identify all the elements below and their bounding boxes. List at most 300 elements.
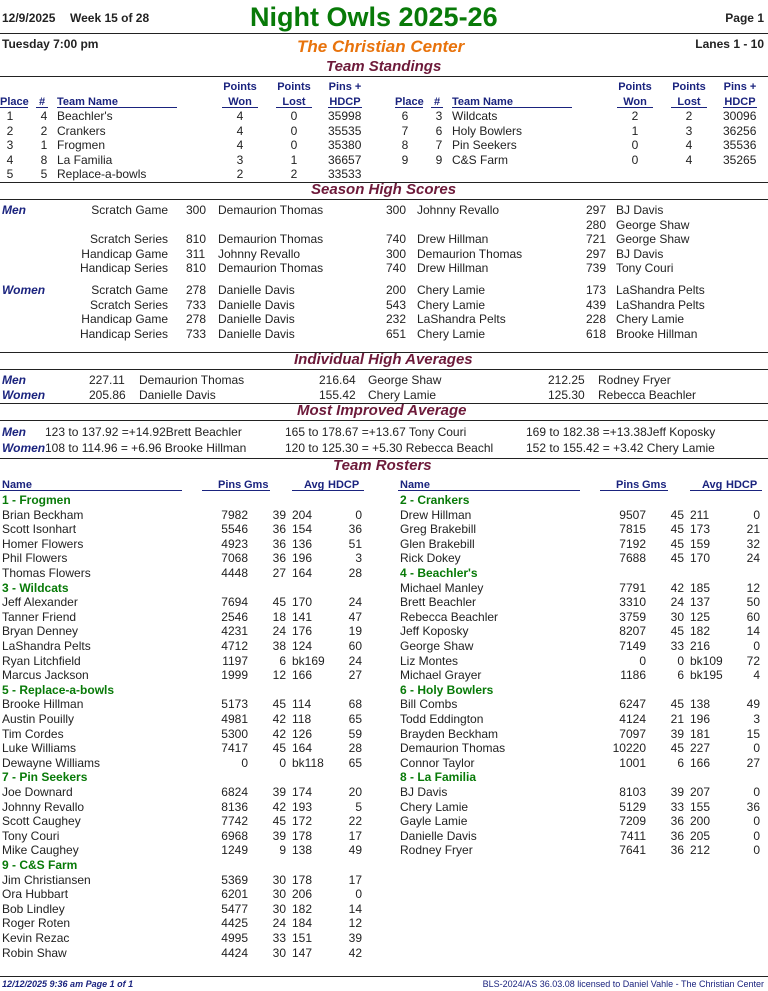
- roster-player-average: 204: [292, 507, 313, 522]
- roster-player-handicap: 28: [348, 741, 362, 756]
- standing-points-won: 4: [236, 123, 244, 138]
- standings-header-underline: [328, 107, 362, 108]
- roster-player-name: Rick Dokey: [400, 551, 461, 566]
- roster-header-avg-right: Avg: [702, 479, 723, 491]
- roster-player-pins: 5546: [221, 522, 248, 537]
- roster-player-handicap: 0: [753, 639, 760, 653]
- roster-player-name: Connor Taylor: [400, 755, 475, 770]
- standings-heading: Team Standings: [326, 58, 442, 75]
- roster-player-pins: 5300: [221, 726, 248, 741]
- roster-player-name: Michael Manley: [400, 580, 484, 595]
- roster-player-games: 45: [670, 624, 684, 639]
- roster-player-games: 9: [279, 843, 286, 858]
- roster-player-average: 141: [292, 609, 313, 624]
- standings-header-underline: [452, 107, 572, 108]
- roster-player-handicap: 0: [355, 507, 362, 522]
- roster-player-games: 45: [670, 507, 684, 522]
- standing-pins-hdcp: 35380: [328, 138, 362, 153]
- roster-player-pins: 3310: [619, 595, 646, 610]
- standing-place: 8: [401, 138, 409, 153]
- roster-player-pins: 7815: [619, 522, 646, 537]
- roster-player-average: 154: [292, 522, 313, 537]
- roster-header-pins-left: Pins: [218, 479, 242, 491]
- standings-divider: [0, 76, 768, 77]
- roster-player-handicap: 39: [348, 931, 362, 945]
- standing-points-lost: 2: [685, 109, 693, 123]
- roster-player-handicap: 0: [753, 785, 760, 799]
- roster-player-games: 45: [272, 697, 286, 712]
- roster-player-handicap: 36: [746, 799, 760, 814]
- standing-place: 7: [401, 123, 409, 138]
- standing-points-lost: 1: [290, 152, 298, 167]
- roster-player-handicap: 68: [348, 697, 362, 712]
- average-value: 212.25: [548, 373, 585, 387]
- roster-player-pins: 4425: [221, 916, 248, 931]
- standing-points-won: 4: [236, 109, 244, 123]
- roster-player-handicap: 49: [746, 697, 760, 712]
- standings-header-underline: [57, 107, 177, 108]
- roster-player-average: 211: [690, 507, 710, 522]
- standing-team-name: Crankers: [57, 123, 106, 138]
- score-value: 740: [386, 261, 407, 276]
- roster-player-games: 36: [670, 828, 684, 843]
- roster-player-games: 30: [670, 609, 684, 624]
- roster-player-pins: 1001: [619, 755, 646, 770]
- standing-pins-hdcp: 36657: [328, 152, 362, 167]
- roster-player-games: 6: [677, 668, 684, 683]
- bowler-name: Johnny Revallo: [417, 203, 500, 217]
- standing-team-number: 6: [435, 123, 443, 138]
- gender-label: Men: [2, 203, 26, 217]
- standing-team-name: La Familia: [57, 152, 113, 167]
- header-points-won-left: Points: [223, 81, 257, 93]
- bowler-name: Demaurion Thomas: [218, 261, 324, 276]
- roster-team-name: 9 - C&S Farm: [2, 858, 78, 872]
- roster-player-pins: 0: [241, 755, 248, 770]
- roster-player-average: 138: [690, 697, 711, 712]
- roster-player-average: 212: [690, 843, 711, 858]
- high-scores-divider: [0, 199, 768, 200]
- bowler-name: Rebecca Beachler: [598, 387, 697, 402]
- improved-heading: Most Improved Average: [297, 402, 467, 419]
- roster-player-handicap: 4: [753, 668, 760, 683]
- roster-player-name: Phil Flowers: [2, 551, 68, 566]
- roster-player-games: 42: [272, 799, 286, 814]
- roster-player-name: Roger Roten: [2, 916, 71, 931]
- roster-player-average: 178: [292, 872, 313, 887]
- footer-divider: [0, 976, 768, 977]
- roster-player-handicap: 3: [355, 551, 362, 566]
- roster-player-pins: 7982: [221, 507, 248, 522]
- standing-pins-hdcp: 35535: [328, 123, 362, 138]
- average-value: 216.64: [319, 373, 356, 387]
- standing-points-won: 1: [631, 123, 639, 138]
- score-value: 810: [186, 261, 207, 276]
- roster-player-average: 155: [690, 799, 711, 814]
- roster-player-games: 39: [272, 828, 286, 843]
- roster-header-underline: [600, 490, 668, 491]
- league-title: Night Owls 2025-26: [250, 2, 498, 32]
- roster-player-games: 0: [279, 755, 286, 770]
- bowler-name: George Shaw: [368, 373, 442, 387]
- roster-player-games: 42: [272, 712, 286, 726]
- bowler-name: George Shaw: [616, 232, 690, 247]
- center-name: The Christian Center: [297, 37, 465, 56]
- roster-player-handicap: 42: [348, 945, 362, 960]
- roster-player-pins: 4923: [221, 536, 248, 551]
- score-value: 297: [586, 246, 607, 261]
- roster-player-average: 178: [292, 828, 313, 843]
- score-value: 232: [386, 312, 407, 327]
- roster-player-games: 45: [670, 551, 684, 566]
- bowler-name: Danielle Davis: [218, 283, 295, 297]
- roster-player-games: 30: [272, 945, 286, 960]
- roster-player-handicap: 60: [746, 609, 760, 624]
- roster-player-name: Todd Eddington: [400, 712, 484, 726]
- header-won-left: Won: [228, 96, 252, 108]
- roster-player-handicap: 60: [348, 639, 362, 653]
- roster-player-games: 36: [272, 522, 286, 537]
- roster-player-name: Danielle Davis: [400, 828, 477, 843]
- improved-entry: 169 to 182.38 =+13.38Jeff Koposky: [526, 425, 716, 439]
- roster-player-pins: 7694: [221, 595, 248, 610]
- roster-player-pins: 10220: [612, 741, 646, 756]
- standing-place: 3: [6, 138, 14, 153]
- roster-header-name-right: Name: [400, 479, 430, 491]
- roster-player-games: 30: [272, 887, 286, 902]
- roster-player-games: 36: [670, 814, 684, 829]
- roster-player-average: 185: [690, 580, 711, 595]
- standing-team-name: Frogmen: [57, 138, 106, 153]
- roster-player-games: 45: [670, 741, 684, 756]
- header-team-name-left: Team Name: [57, 96, 118, 108]
- standing-pins-hdcp: 35265: [723, 152, 757, 167]
- roster-player-average: 138: [292, 843, 313, 858]
- roster-player-pins: 5369: [221, 872, 248, 887]
- roster-player-average: 173: [690, 522, 711, 537]
- roster-player-name: George Shaw: [400, 639, 474, 653]
- standing-points-won: 4: [236, 138, 244, 153]
- standings-header-underline: [0, 107, 28, 108]
- standings-header-underline: [617, 107, 653, 108]
- score-category: Scratch Series: [89, 297, 168, 312]
- roster-player-pins: 6201: [221, 887, 248, 902]
- roster-player-name: Tanner Friend: [2, 609, 77, 624]
- score-value: 200: [386, 283, 407, 297]
- bowler-name: Chery Lamie: [368, 387, 437, 402]
- standing-team-number: 5: [40, 167, 48, 182]
- standing-points-won: 0: [631, 138, 639, 153]
- standing-place: 9: [401, 152, 409, 167]
- roster-player-average: 118: [292, 712, 312, 726]
- bowler-name: Danielle Davis: [218, 312, 295, 327]
- gender-label: Women: [2, 283, 46, 297]
- header-place-right: Place: [395, 96, 424, 108]
- standing-team-number: 2: [40, 123, 48, 138]
- improved-entry: 165 to 178.67 =+13.67 Tony Couri: [285, 425, 467, 439]
- roster-player-name: Ryan Litchfield: [2, 653, 81, 668]
- roster-player-average: 136: [292, 536, 313, 551]
- roster-player-name: Chery Lamie: [400, 799, 469, 814]
- header-points-lost-left: Points: [277, 81, 311, 93]
- header-number-left: #: [38, 96, 46, 108]
- roster-header-name-left: Name: [2, 479, 32, 491]
- roster-player-pins: 4981: [221, 712, 248, 726]
- roster-team-name: 8 - La Familia: [400, 770, 477, 785]
- improved-entry: 152 to 155.42 = +3.42 Chery Lamie: [526, 441, 715, 455]
- roster-player-games: 33: [272, 931, 286, 945]
- standing-points-won: 2: [631, 109, 639, 123]
- roster-player-handicap: 72: [746, 653, 760, 668]
- score-value: 721: [586, 232, 607, 247]
- roster-player-average: 174: [292, 785, 313, 799]
- roster-player-games: 30: [272, 901, 286, 916]
- standing-points-won: 0: [631, 152, 639, 167]
- roster-player-games: 42: [670, 580, 684, 595]
- roster-player-games: 36: [272, 551, 286, 566]
- standing-points-won: 3: [236, 152, 244, 167]
- roster-player-handicap: 0: [753, 828, 760, 843]
- score-category: Scratch Series: [89, 232, 168, 247]
- roster-player-average: 182: [292, 901, 313, 916]
- standing-place: 1: [6, 109, 14, 123]
- standing-team-name: Beachler's: [57, 109, 113, 123]
- standing-points-lost: 4: [685, 138, 693, 153]
- roster-player-handicap: 36: [348, 522, 362, 537]
- roster-player-name: Homer Flowers: [2, 536, 84, 551]
- roster-team-name: 1 - Frogmen: [2, 493, 71, 507]
- roster-player-games: 39: [272, 785, 286, 799]
- bowler-name: Demaurion Thomas: [218, 232, 324, 247]
- score-category: Handicap Game: [81, 312, 168, 327]
- bowler-name: BJ Davis: [616, 246, 664, 261]
- roster-player-pins: 4231: [221, 624, 248, 639]
- rosters-heading: Team Rosters: [333, 457, 432, 474]
- score-category: Handicap Game: [81, 246, 168, 261]
- standing-pins-hdcp: 35998: [328, 109, 362, 123]
- roster-player-average: 151: [292, 931, 313, 945]
- roster-player-games: 45: [272, 814, 286, 829]
- standing-place: 5: [6, 167, 14, 182]
- roster-player-average: 170: [690, 551, 711, 566]
- roster-player-games: 39: [670, 726, 684, 741]
- roster-player-name: Liz Montes: [400, 653, 459, 668]
- roster-team-name: 3 - Wildcats: [2, 580, 69, 595]
- score-category: Handicap Series: [79, 326, 168, 341]
- roster-player-handicap: 0: [753, 814, 760, 829]
- roster-player-handicap: 65: [348, 712, 362, 726]
- roster-player-handicap: 51: [348, 536, 362, 551]
- standing-points-lost: 0: [290, 109, 298, 123]
- standing-pins-hdcp: 36256: [723, 123, 757, 138]
- score-category: Scratch Game: [91, 283, 168, 297]
- roster-player-average: 170: [292, 595, 313, 610]
- roster-player-name: Johnny Revallo: [2, 799, 85, 814]
- roster-player-average: 193: [292, 799, 313, 814]
- roster-player-pins: 4995: [221, 931, 248, 945]
- roster-player-games: 36: [272, 536, 286, 551]
- report-date: 12/9/2025: [2, 11, 56, 25]
- header-lost-right: Lost: [677, 96, 701, 108]
- roster-player-pins: 7068: [221, 551, 248, 566]
- roster-player-average: 125: [690, 609, 711, 624]
- average-value: 205.86: [89, 387, 126, 402]
- standing-team-name: Holy Bowlers: [452, 123, 523, 138]
- standing-pins-hdcp: 35536: [723, 138, 757, 153]
- standings-header-underline: [276, 107, 312, 108]
- roster-player-pins: 7149: [619, 639, 646, 653]
- roster-player-average: 200: [690, 814, 711, 829]
- roster-player-handicap: 3: [753, 712, 760, 726]
- roster-player-average: bk195: [690, 668, 723, 683]
- roster-player-pins: 6968: [221, 828, 248, 843]
- roster-player-average: 207: [690, 785, 711, 799]
- roster-player-name: Gayle Lamie: [400, 814, 468, 829]
- roster-player-pins: 8136: [221, 799, 248, 814]
- score-value: 300: [386, 203, 407, 217]
- standing-team-name: Replace-a-bowls: [57, 167, 147, 182]
- roster-player-average: 181: [690, 726, 711, 741]
- roster-player-pins: 1186: [620, 668, 646, 683]
- roster-player-handicap: 19: [348, 624, 362, 639]
- standings-header-underline: [36, 107, 48, 108]
- roster-player-handicap: 0: [753, 507, 760, 522]
- roster-header-pins-right: Pins: [616, 479, 640, 491]
- score-value: 810: [186, 232, 207, 247]
- standings-header-underline: [431, 107, 443, 108]
- header-number-right: #: [433, 96, 441, 108]
- roster-player-pins: 8207: [619, 624, 646, 639]
- roster-player-pins: 7791: [619, 580, 646, 595]
- score-value: 228: [586, 312, 607, 327]
- roster-player-average: 196: [292, 551, 313, 566]
- score-value: 297: [586, 203, 607, 217]
- roster-player-name: LaShandra Pelts: [2, 639, 91, 653]
- score-value: 280: [586, 217, 607, 232]
- roster-player-pins: 1249: [221, 843, 248, 858]
- roster-player-games: 6: [677, 755, 684, 770]
- roster-player-games: 33: [670, 639, 684, 653]
- bowler-name: Johnny Revallo: [218, 246, 301, 261]
- standing-pins-hdcp: 30096: [723, 109, 757, 123]
- roster-player-games: 39: [272, 507, 286, 522]
- bowler-name: Danielle Davis: [218, 297, 295, 312]
- header-pins-right: Pins +: [723, 81, 757, 93]
- roster-player-handicap: 50: [746, 595, 760, 610]
- roster-player-average: 159: [690, 536, 711, 551]
- header-pins-left: Pins +: [328, 81, 362, 93]
- standing-points-lost: 0: [290, 123, 298, 138]
- score-value: 618: [586, 326, 607, 341]
- roster-player-pins: 0: [639, 653, 646, 668]
- roster-team-name: 4 - Beachler's: [400, 566, 478, 580]
- bowler-name: Chery Lamie: [417, 326, 486, 341]
- improved-entry: 108 to 114.96 = +6.96 Brooke Hillman: [45, 441, 247, 455]
- roster-player-name: Jeff Alexander: [2, 595, 78, 610]
- roster-player-name: Luke Williams: [2, 741, 77, 756]
- roster-player-games: 21: [670, 712, 684, 726]
- printed-stamp: 12/12/2025 9:36 am Page 1 of 1: [2, 979, 134, 989]
- roster-player-average: bk118: [292, 755, 324, 770]
- bowler-name: Danielle Davis: [218, 326, 295, 341]
- bowler-name: LaShandra Pelts: [616, 297, 705, 312]
- roster-player-average: bk169: [292, 653, 325, 668]
- roster-player-pins: 5477: [221, 901, 248, 916]
- roster-player-name: Thomas Flowers: [2, 566, 91, 580]
- roster-player-games: 45: [670, 522, 684, 537]
- roster-header-underline: [292, 490, 364, 491]
- header-hdcp-left: HDCP: [329, 96, 361, 108]
- average-value: 155.42: [319, 387, 356, 402]
- roster-player-average: 137: [690, 595, 711, 610]
- roster-player-handicap: 27: [746, 755, 760, 770]
- roster-player-average: 216: [690, 639, 711, 653]
- roster-header-avg-left: Avg: [304, 479, 325, 491]
- roster-player-pins: 7688: [619, 551, 646, 566]
- header-lost-left: Lost: [282, 96, 306, 108]
- roster-player-pins: 8103: [619, 785, 646, 799]
- gender-label: Women: [2, 441, 46, 455]
- improved-entry: 123 to 137.92 =+14.92Brett Beachler: [45, 425, 242, 439]
- score-value: 439: [586, 297, 607, 312]
- roster-player-name: Greg Brakebill: [400, 522, 477, 537]
- roster-player-handicap: 12: [348, 916, 362, 931]
- roster-player-games: 45: [670, 697, 684, 712]
- bowler-name: Tony Couri: [616, 261, 674, 276]
- roster-player-handicap: 21: [746, 522, 760, 537]
- roster-player-handicap: 12: [746, 580, 760, 595]
- roster-player-pins: 7641: [619, 843, 646, 858]
- averages-divider: [0, 369, 768, 370]
- roster-player-average: 114: [292, 697, 312, 712]
- roster-player-games: 45: [272, 595, 286, 610]
- roster-player-average: 172: [292, 814, 313, 829]
- roster-team-name: 7 - Pin Seekers: [2, 770, 88, 785]
- roster-player-pins: 4448: [221, 566, 248, 580]
- bowler-name: Demaurion Thomas: [218, 203, 324, 217]
- bowler-name: Chery Lamie: [616, 312, 685, 327]
- standing-points-lost: 2: [290, 167, 298, 182]
- roster-team-name: 2 - Crankers: [400, 493, 470, 507]
- score-value: 739: [586, 261, 607, 276]
- roster-team-name: 6 - Holy Bowlers: [400, 682, 494, 697]
- header-won-right: Won: [623, 96, 647, 108]
- roster-player-handicap: 24: [348, 595, 362, 610]
- roster-player-handicap: 65: [348, 755, 362, 770]
- roster-player-average: 184: [292, 916, 313, 931]
- bowler-name: BJ Davis: [616, 203, 664, 217]
- roster-player-handicap: 14: [348, 901, 362, 916]
- standing-points-lost: 0: [290, 138, 298, 153]
- roster-header-games-right: Gms: [642, 479, 667, 491]
- score-category: Scratch Game: [91, 203, 168, 217]
- roster-player-handicap: 59: [348, 726, 362, 741]
- roster-player-handicap: 32: [746, 536, 760, 551]
- roster-player-games: 45: [272, 741, 286, 756]
- roster-player-pins: 7097: [619, 726, 646, 741]
- average-value: 227.11: [89, 373, 125, 387]
- roster-player-name: Marcus Jackson: [2, 668, 89, 683]
- averages-heading: Individual High Averages: [294, 351, 473, 368]
- lanes-label: Lanes 1 - 10: [695, 37, 764, 51]
- standing-team-number: 7: [435, 138, 443, 153]
- roster-player-average: 166: [690, 755, 711, 770]
- roster-player-pins: 4712: [221, 639, 248, 653]
- roster-player-name: Michael Grayer: [400, 668, 482, 683]
- roster-player-pins: 5129: [619, 799, 646, 814]
- bowler-name: Rodney Fryer: [598, 373, 671, 387]
- score-value: 278: [186, 312, 207, 327]
